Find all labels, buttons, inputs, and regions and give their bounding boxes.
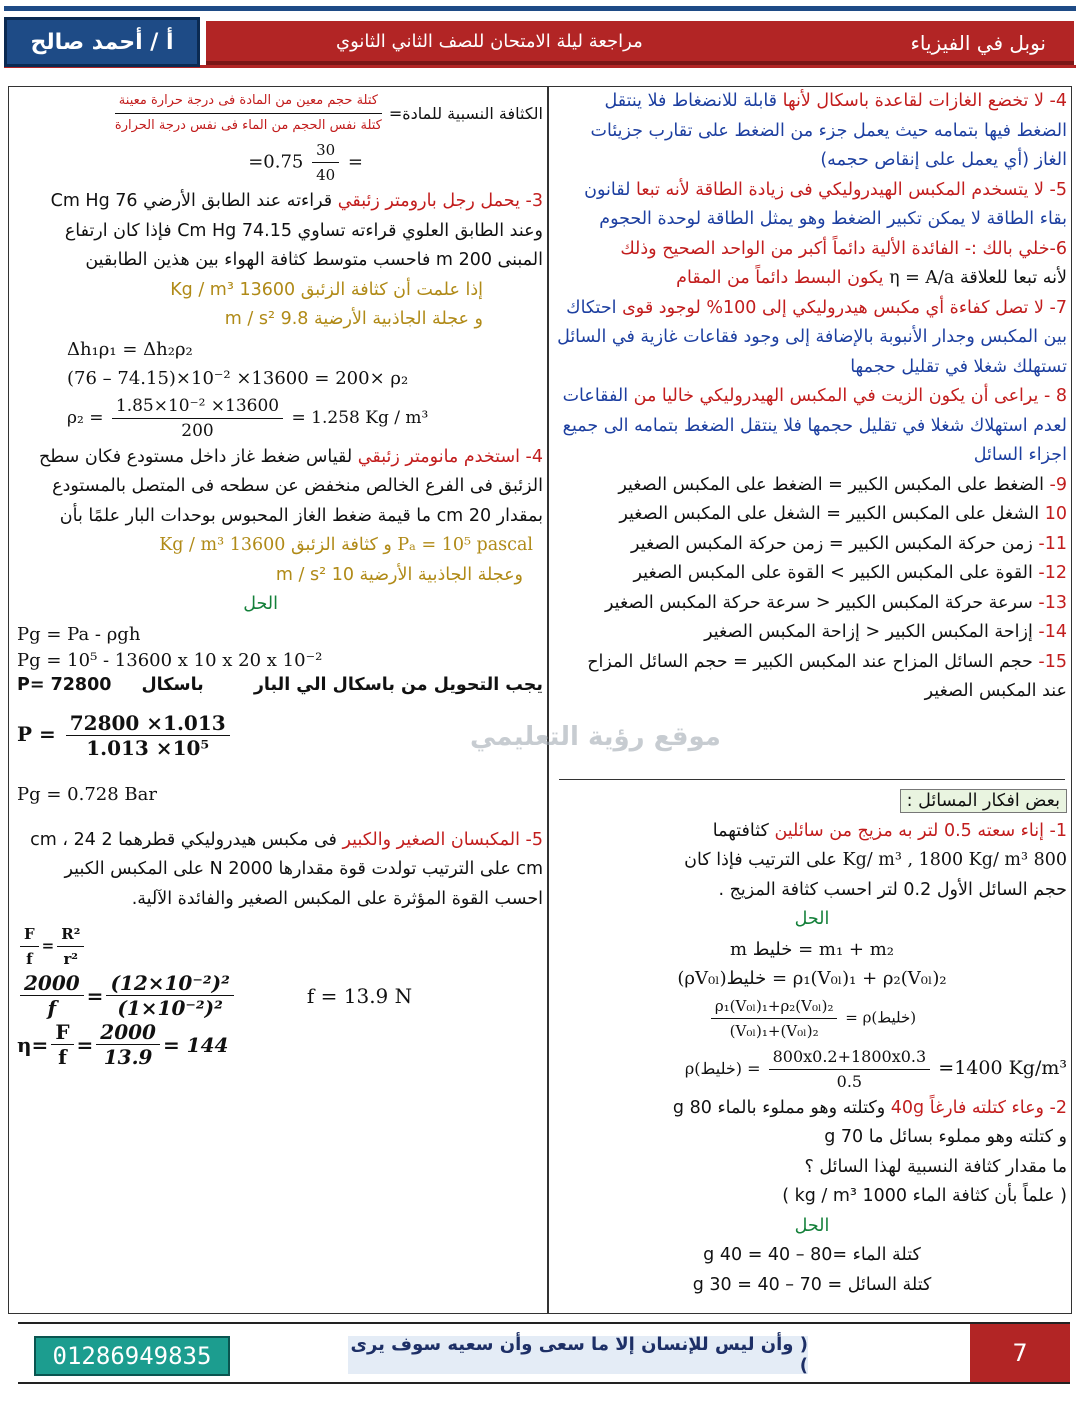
phone-number: 01286949835 [34, 1336, 230, 1376]
section-rule [559, 779, 1065, 780]
note-6-heading: 6-خلي بالك :- الفائدة الألية دائماً أكبر من الواحد الصحيح وذلك [620, 238, 1067, 259]
problem-4-given-1: Pₐ = 10⁵ pascal و كثافة الزئبق 13600 Kg / m³ [159, 535, 533, 555]
problem-3-given-2: و عجلة الجاذبية الأرضية 9.8 m / s² [224, 309, 483, 329]
problem-1-step-3: $\frac{\text{ρ₁(V₀ₗ)₁+ρ₂(V₀ₗ)₂}}{\text{(V₀ₗ)₁+(V₀ₗ)₂}}$ = ρ(خليط) [557, 994, 1067, 1043]
list-item: 14- إزاحة المكبس الكبير < إزاحة المكبس الصغير [704, 622, 1067, 642]
problem-4-result: Pg = 0.728 Bar [17, 784, 157, 805]
problem-1-text: كثافتهما [712, 820, 769, 841]
relative-density-def [17, 89, 543, 138]
note-4-body: قابلة للانضغاط فلا ينتقل الضغط فيها بتمامه حيث يعمل جزء من الضغط على تقارب جزيئات الغاز (أي يعمل على إنقاص حجمه) [590, 91, 1067, 170]
brand-title: نوبل في الفيزياء [910, 31, 1046, 55]
relative-density-example: =0.75 $\frac{30}{40}$ = [17, 138, 543, 187]
note-5-heading: 5- لا يتسخدم المكبس الهيدروليكي فى زيادة الطاقة لأنه تبعا [636, 179, 1067, 200]
problem-1-step-4: ρ(خليط) = $\frac{800x0.2+1800x0.3}{0.5}$ =1400 Kg/m³ [684, 1046, 1067, 1091]
note-7-body: احتكاك بين المكبس وجدار الأنبوبة بالإضافة إلى وجود فقاعات غازية في السائل تستهلك شغلا في تقليل حجمها [557, 297, 1067, 377]
problem-2 [557, 1094, 1067, 1212]
document-title: مراجعة ليلة الامتحان للصف الثاني الثانوي [336, 31, 643, 52]
problem-2-given: ( علماً بأن كثافة الماء 1000 kg / m³ ) [782, 1186, 1067, 1206]
problem-1-values: 800 Kg/ m³ , 1800 Kg/ m³ على الترتيب فإذا كان [684, 850, 1067, 870]
comparison-list [557, 471, 1067, 707]
footer-verse: ( وأن ليس للإنسان إلا ما سعى وأن سعيه سوف يرى ) [348, 1336, 808, 1374]
problem-5-step-1: $\frac{F}{f}$ = $\frac{\text{R²}}{\text{r²}}$ [17, 922, 543, 971]
content-frame [8, 86, 1072, 1314]
problem-2-text-2: و كتلته وهو مملوء بسائل ما 70 g [824, 1127, 1067, 1147]
problem-2-step-2: كتلة السائل = 70 – 40 = 30 g [692, 1274, 932, 1295]
problem-4-step-2: Pg = 10⁵ - 13600 x 10 x 20 x 10⁻² [17, 650, 323, 671]
author-name: أ / أحمد صالح [4, 17, 200, 67]
problem-4-body: لقياس ضغط غاز داخل مستودع فكان سطح الزئبق فى الفرع الخالص منخفض عن سطحه فى المتصل بالمستودع بمقدار 20 cm ما قيمة ضغط الغاز المحبوس بوحدات البار علمًا بأن [38, 446, 543, 526]
note-4-heading: 4- لا تخضع الغازات لقاعدة باسكال لأنها [782, 91, 1067, 111]
page-number: 7 [970, 1324, 1070, 1382]
note-5-body: لقانون بقاء الطاقة لا يمكن تكبير الضغط وهو يمثل الطاقة لوحدة الحجوم [584, 179, 1067, 229]
problem-3-heading: 3- يحمل رجل بارومتر زئبقي [337, 191, 543, 211]
problem-5-heading: 5- المكبسان الصغير والكبير [342, 829, 543, 850]
list-item: 10 الشغل على المكبس الكبير = الشغل على المكبس الصغير [619, 504, 1067, 524]
note-6-equation: η = A/a [889, 268, 955, 288]
problem-1 [557, 817, 1067, 906]
conversion-note: يجب التحويل من باسكال الي البار [253, 675, 543, 695]
problem-4-step-3: يجب التحويل من باسكال الي البار باسكالP= 72800 [17, 675, 543, 695]
solution-label: الحل [794, 1215, 830, 1236]
note-4 [557, 87, 1067, 176]
relative-density-label: الكثافة النسبية للمادة= [388, 104, 543, 123]
note-6 [557, 235, 1067, 294]
problem-4-heading: 4- استخدم مانومتر زئبقي [357, 446, 543, 467]
problem-3-step-2: (76 – 74.15)×10⁻² ×13600 = 200× ρ₂ [67, 368, 409, 389]
list-item: 9- الضغط على المكبس الكبير = الضغط على المكبس الصغير [618, 474, 1067, 495]
note-8-heading: 8 - يراعى أن يكون الزيت في المكبس الهيدروليكي خاليا من [633, 386, 1067, 406]
page-header [4, 6, 1076, 68]
solution-label: الحل [794, 909, 830, 929]
problem-3-body: قراءته عند الطابق الأرضي 76 Cm Hg وعند الطابق العلوي قراءته تساوي 74.15 Cm Hg فإذا كان ارتفاع المبنى 200 m فاحسب متوسط كثافة الهواء بين هذين الطابقين [50, 191, 543, 270]
problem-1-step-2: (ρV₀ₗ)خليط = ρ₁(V₀ₗ)₁ + ρ₂(V₀ₗ)₂ [677, 968, 947, 989]
page-footer [18, 1322, 1070, 1384]
problem-3-step-1: Δh₁ρ₁ = Δh₂ρ₂ [67, 338, 193, 360]
list-item: 12- القوة على المكبس الكبير > القوة على المكبس الصغير [633, 563, 1067, 583]
column-divider [547, 87, 549, 1313]
list-item: 15- حجم السائل المزاح عند المكبس الكبير = حجم السائل المزاح عند المكبس الصغير [587, 651, 1067, 701]
problem-1-step-1: m خليط = m₁ + m₂ [729, 938, 895, 960]
problem-2-heading: 2- وعاء كتلته فارغاً 40g [890, 1097, 1067, 1118]
solution-label: الحل [243, 594, 278, 614]
problem-5-step-3: η= $\frac{F}{f}$ = $\frac{2000}{13.9}$ = 144 [17, 1020, 229, 1069]
problem-3-given-1: إذا علمت أن كثافة الزئبق 13600 Kg / m³ [170, 279, 483, 300]
note-7 [557, 294, 1067, 383]
note-7-heading: 7- لا تصل كفاءة أي مكبس هيدروليكي إلى 100% لوجود قوى [622, 297, 1067, 318]
header-band [206, 21, 1074, 65]
problem-3-step-3: ρ₂ = $\frac{\text{1.85×10⁻² ×13600}}{200}$ = 1.258 Kg / m³ [67, 395, 429, 441]
note-8-body: الفقاعات لعدم استهلاك شغلا في تقليل حجمها فلا ينتقل الضغط [562, 386, 1067, 436]
left-column [17, 87, 543, 1069]
problem-1-question: حجم السائل الأول 0.2 لتر احسب كثافة المزيج . [718, 879, 1067, 900]
problem-4-given-2: وعجلة الجاذبية الأرضية 10 m / s² [275, 564, 523, 585]
problem-4 [17, 443, 543, 532]
note-6-text: لأنه تبعا للعلاقة [959, 268, 1067, 288]
note-5 [557, 176, 1067, 235]
watermark: موقع رؤية التعليمي [470, 722, 721, 752]
problem-4-step-4: P = $\frac{72800 \times 1.013}{\text{1.013 ×10⁵}}$ [17, 711, 543, 760]
relative-density-denominator: كتلة نفس الحجم من الماء فى نفس درجة الحرارة [114, 118, 382, 133]
problem-4-step-1: Pg = Pa - ρgh [17, 623, 141, 645]
note-8-end: بتمامه الى جميع اجزاء السائل [562, 415, 1067, 465]
problem-5-body: فى مكبس هيدروليكي قطرهما 2 cm ، 24 cm على الترتيب تولدت قوة مقدارها 2000 N على المكبس الكبير احسب القوة المؤثرة على المكبس الصغير والفائدة الآلية. [30, 829, 543, 909]
right-column [557, 87, 1067, 707]
problem-5-step-2: $\frac{2000}{f}$ = $\frac{\text{(12×10⁻²)²}}{\text{(1×10⁻²)²}}$ f = 13.9 N [17, 971, 543, 1020]
problem-5 [17, 826, 543, 915]
relative-density-numerator: كتلة حجم معين من المادة فى درجة حرارة معينة [115, 89, 382, 114]
problem-2-step-1: كتلة الماء =80 – 40 = 40 g [703, 1245, 921, 1265]
ideas-label: بعض افكار المسائل : [900, 789, 1067, 813]
note-8 [557, 382, 1067, 471]
problem-ideas [557, 787, 1067, 1300]
note-6-conclusion: يكون البسط دائماً من المقام [676, 268, 884, 288]
problem-3 [17, 187, 543, 276]
problem-1-heading: 1- إناء سعته 0.5 لتر به مزيج من سائلين [774, 820, 1067, 841]
list-item: 13- سرعة حركة المكبس الكبير < سرعة حركة المكبس الصغير [605, 592, 1067, 613]
list-item: 11- زمن حركة المكبس الكبير = زمن حركة المكبس الصغير [631, 533, 1067, 554]
problem-2-text: وكتلته وهو مملوء بالماء 80 g [672, 1097, 886, 1118]
problem-2-question: ما مقدار كثافة النسبية لهذا السائل ؟ [804, 1156, 1067, 1177]
